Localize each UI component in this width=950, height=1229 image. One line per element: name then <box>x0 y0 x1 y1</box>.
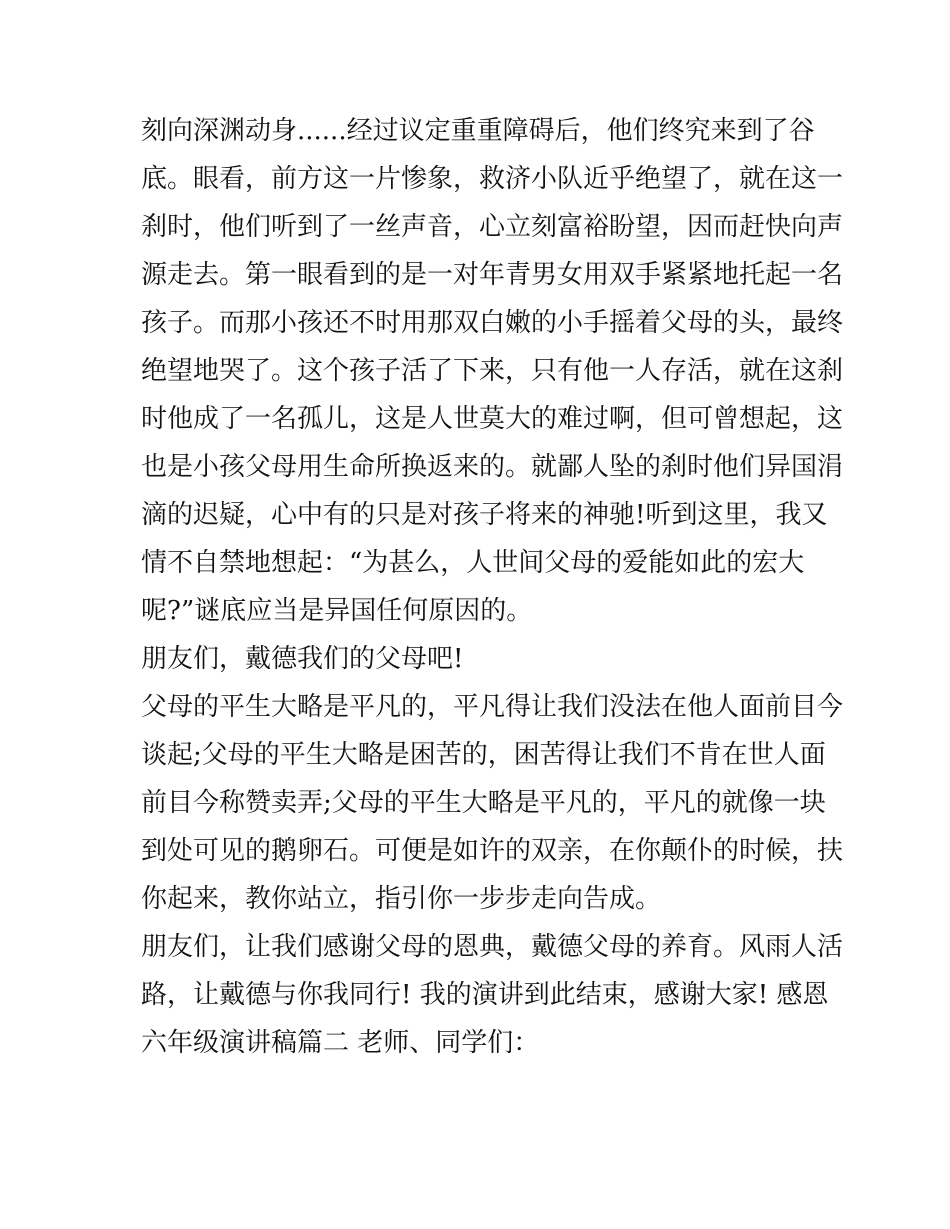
text-line: 到处可见的鹅卵石。可便是如许的双亲，在你颠仆的时候，扶 <box>141 836 844 866</box>
text-line: 底。眼看，前方这一片惨象，救济小队近乎绝望了，就在这一 <box>141 164 844 194</box>
text-line: 你起来，教你站立，指引你一步步走向告成。 <box>141 884 662 914</box>
text-line: 朋友们，戴德我们的父母吧! <box>141 644 464 674</box>
text-line: 也是小孩父母用生命所换返来的。就鄙人坠的刹时他们异国涓 <box>141 452 844 482</box>
text-line: 父母的平生大略是平凡的，平凡得让我们没法在他人面前目今 <box>141 692 844 722</box>
text-line: 六年级演讲稿篇二 老师、同学们： <box>141 1028 540 1058</box>
text-line: 孩子。而那小孩还不时用那双白嫩的小手摇着父母的头，最终 <box>141 308 844 338</box>
text-line: 谈起;父母的平生大略是困苦的，困苦得让我们不肯在世人面 <box>141 740 826 770</box>
text-line: 源走去。第一眼看到的是一对年青男女用双手紧紧地托起一名 <box>141 260 844 290</box>
text-line: 情不自禁地想起：“为甚么，人世间父母的爱能如此的宏大 <box>141 548 805 578</box>
text-line: 刻向深渊动身......经过议定重重障碍后，他们终究来到了谷 <box>141 116 815 146</box>
text-line: 路，让戴德与你我同行! 我的演讲到此结束，感谢大家! 感恩 <box>141 980 829 1010</box>
document-body <box>141 111 844 1071</box>
text-line: 前目今称赞卖弄;父母的平生大略是平凡的，平凡的就像一块 <box>141 788 826 818</box>
text-line: 时他成了一名孤儿，这是人世莫大的难过啊，但可曾想起，这 <box>141 404 844 434</box>
text-line: 滴的迟疑，心中有的只是对孩子将来的神驰!听到这里，我又 <box>141 500 828 530</box>
text-line: 刹时，他们听到了一丝声音，心立刻富裕盼望，因而赶快向声 <box>141 212 844 242</box>
text-line: 绝望地哭了。这个孩子活了下来，只有他一人存活，就在这刹 <box>141 356 844 386</box>
text-line: 朋友们，让我们感谢父母的恩典，戴德父母的养育。风雨人活 <box>141 932 844 962</box>
text-line: 呢?”谜底应当是异国任何原因的。 <box>141 596 533 626</box>
